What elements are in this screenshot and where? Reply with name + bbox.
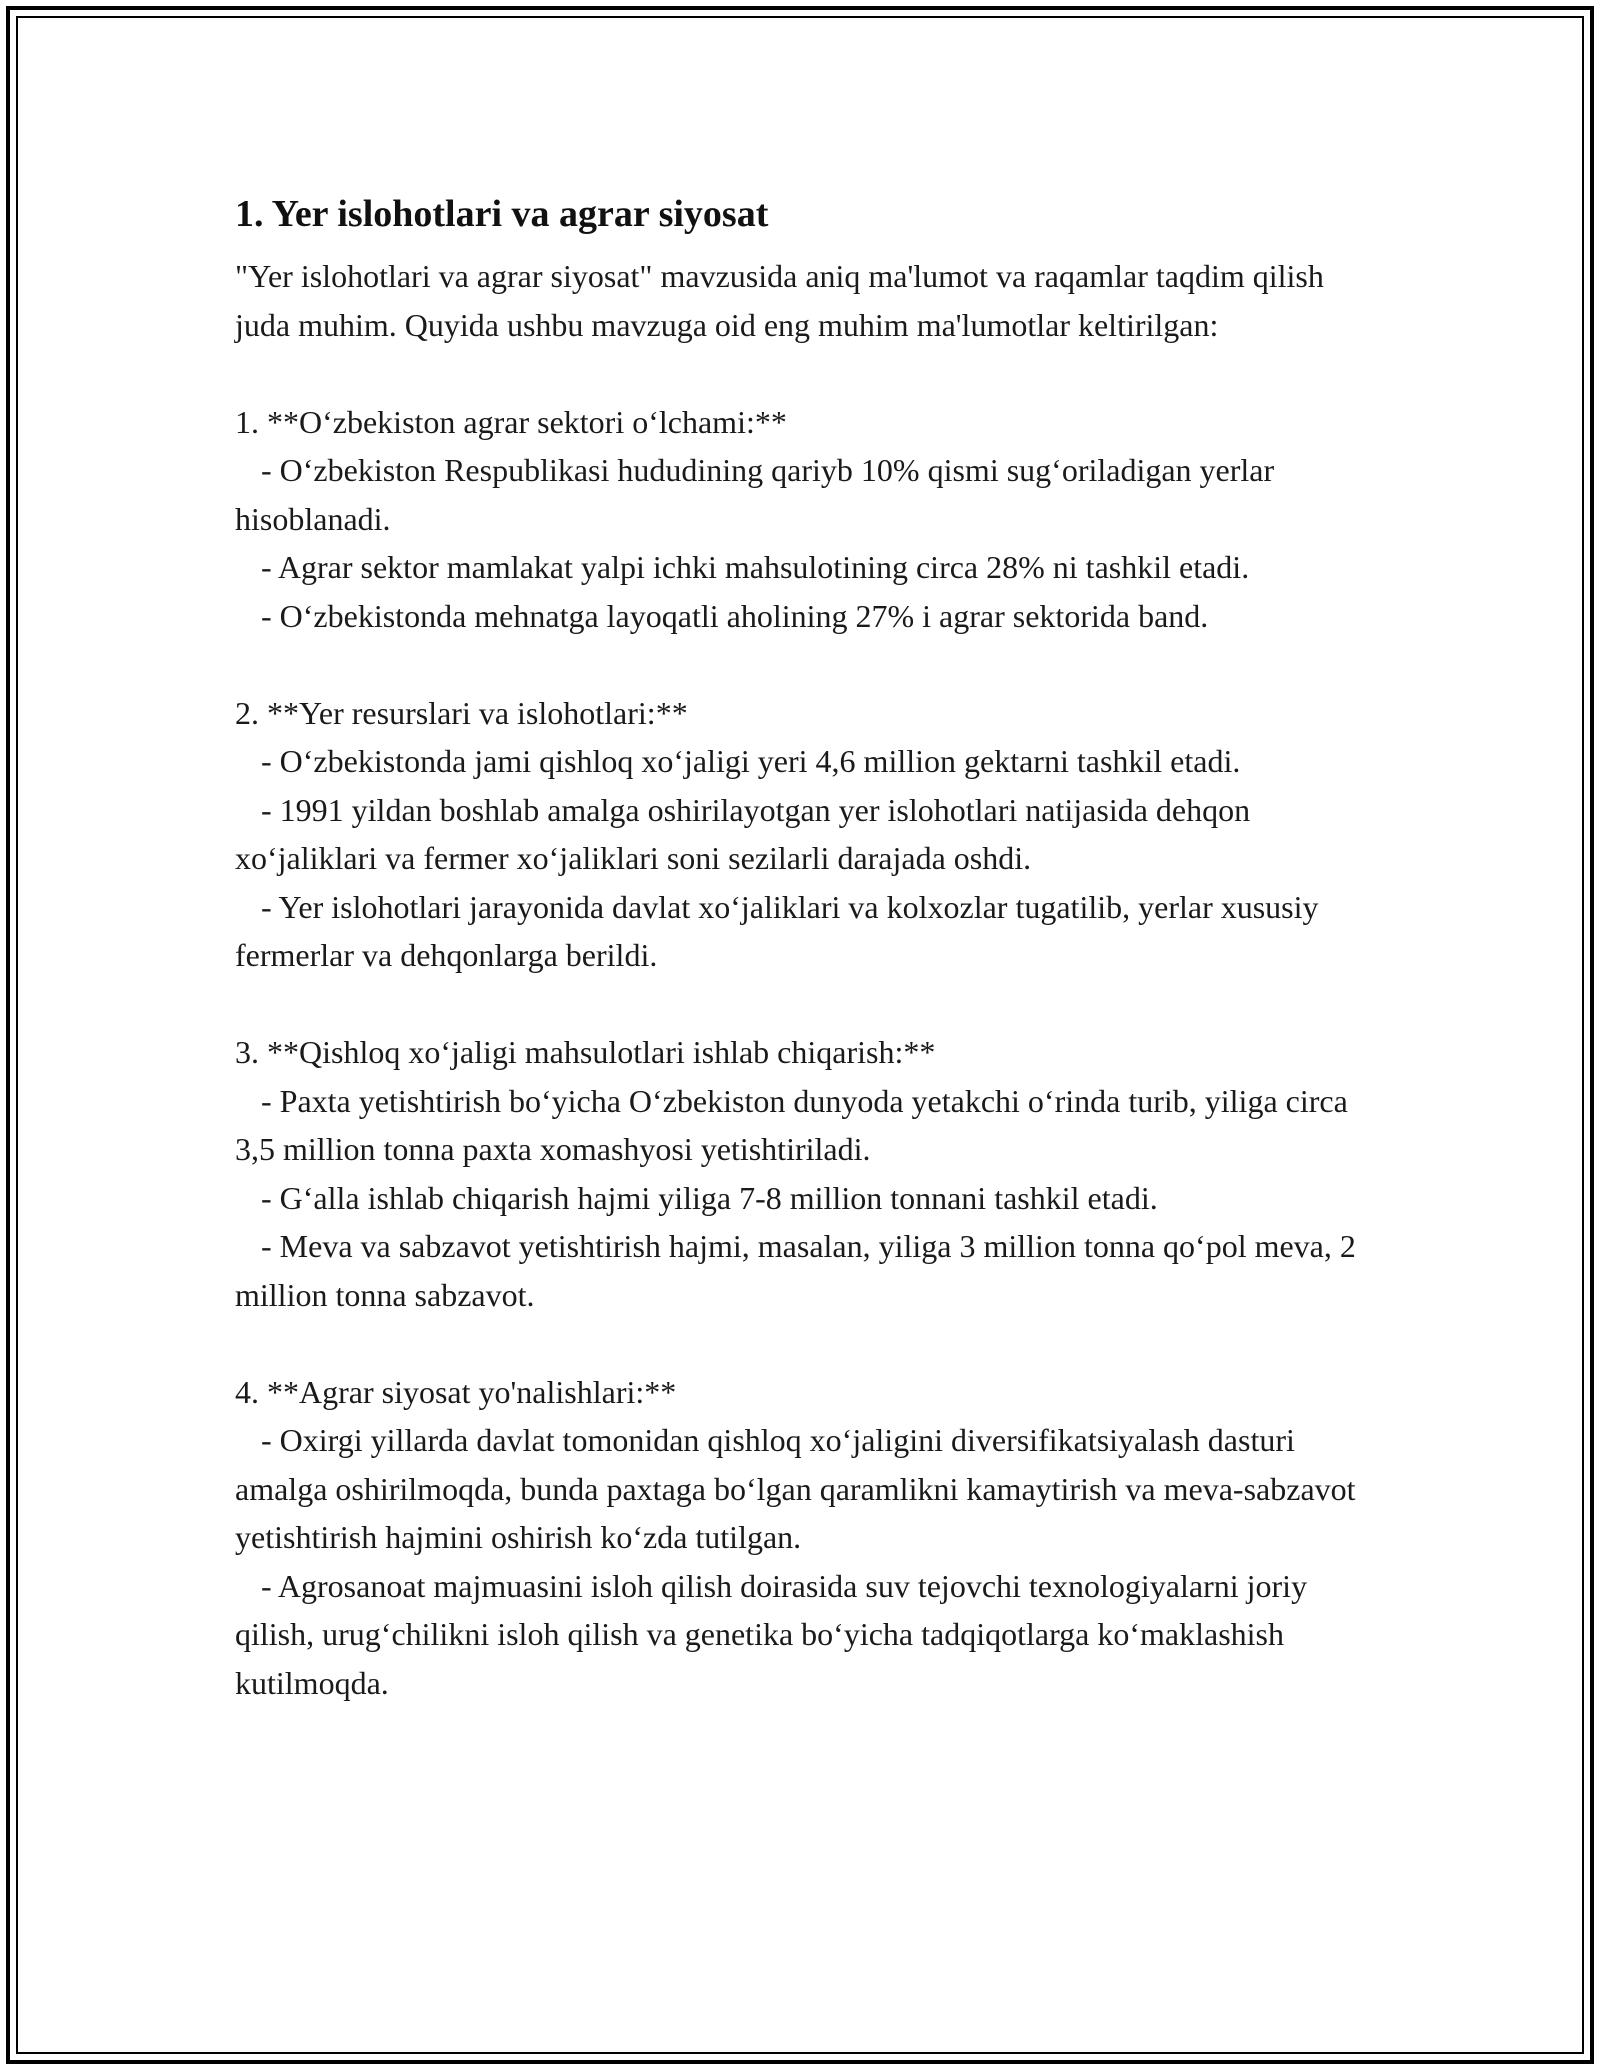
list-item: - Gʻalla ishlab chiqarish hajmi yiliga 7-8 million tonnani tashkil etadi. bbox=[261, 1179, 1158, 1216]
list-item: - Yer islohotlari jarayonida davlat xoʻjaliklari va kolxozlar tugatilib, yerlar xususiy fermerlar va dehqonlarga berildi. bbox=[235, 888, 1319, 973]
document-body bbox=[235, 184, 1375, 1707]
section-heading: 3. **Qishloq xoʻjaligi mahsulotlari ishlab chiqarish:** bbox=[235, 1034, 936, 1070]
list-item: - Paxta yetishtirish boʻyicha Oʻzbekiston dunyoda yetakchi oʻrinda turib, yiliga circa 3,5 million tonna paxta xomashyosi yetishtiriladi. bbox=[235, 1082, 1348, 1167]
list-item: - Oxirgi yillarda davlat tomonidan qishloq xoʻjaligini diversifikatsiyalash dasturi amalga oshirilmoqda, bunda paxtaga boʻlgan qaramlikni kamaytirish va meva-sabzavot yetishtirish hajmini oshirish koʻzda tutilgan. bbox=[235, 1422, 1356, 1555]
list-item: - 1991 yildan boshlab amalga oshirilayotgan yer islohotlari natijasida dehqon xoʻjaliklari va fermer xoʻjaliklari soni sezilarli darajada oshdi. bbox=[235, 791, 1251, 876]
list-item: - Agrar sektor mamlakat yalpi ichki mahsulotining circa 28% ni tashkil etadi. bbox=[261, 549, 1250, 585]
section-yer-resurslari bbox=[235, 689, 1375, 980]
section-heading: 2. **Yer resurslari va islohotlari:** bbox=[235, 694, 688, 731]
section-heading: 1. **Oʻzbekiston agrar sektori oʻlchami:** bbox=[235, 403, 787, 440]
list-item: - Oʻzbekistonda mehnatga layoqatli aholining 27% i agrar sektorida band. bbox=[261, 597, 1209, 634]
section-agrar-siyosat bbox=[235, 1368, 1375, 1708]
list-item: - Oʻzbekistonda jami qishloq xoʻjaligi yeri 4,6 million gektarni tashkil etadi. bbox=[261, 743, 1241, 779]
document-title: 1. Yer islohotlari va agrar siyosat bbox=[235, 193, 769, 235]
list-item: - Meva va sabzavot yetishtirish hajmi, masalan, yiliga 3 million tonna qoʻpol meva, 2 million tonna sabzavot. bbox=[235, 1228, 1356, 1313]
list-item: - Oʻzbekiston Respublikasi hududining qariyb 10% qismi sugʻoriladigan yerlar hisoblanadi. bbox=[235, 452, 1275, 537]
intro-paragraph: "Yer islohotlari va agrar siyosat" mavzusida aniq ma'lumot va raqamlar taqdim qilish juda muhim. Quyida ushbu mavzuga oid eng muhim ma'lumotlar keltirilgan: bbox=[235, 258, 1324, 343]
section-ishlab-chiqarish bbox=[235, 1028, 1375, 1319]
list-item: - Agrosanoat majmuasini isloh qilish doirasida suv tejovchi texnologiyalarni joriy qilish, urugʻchilikni isloh qilish va genetika boʻyicha tadqiqotlarga koʻmaklashish kutilmoqda. bbox=[235, 1567, 1308, 1701]
section-agrar-sektor bbox=[235, 398, 1375, 641]
section-heading: 4. **Agrar siyosat yo'nalishlari:** bbox=[235, 1373, 677, 1410]
